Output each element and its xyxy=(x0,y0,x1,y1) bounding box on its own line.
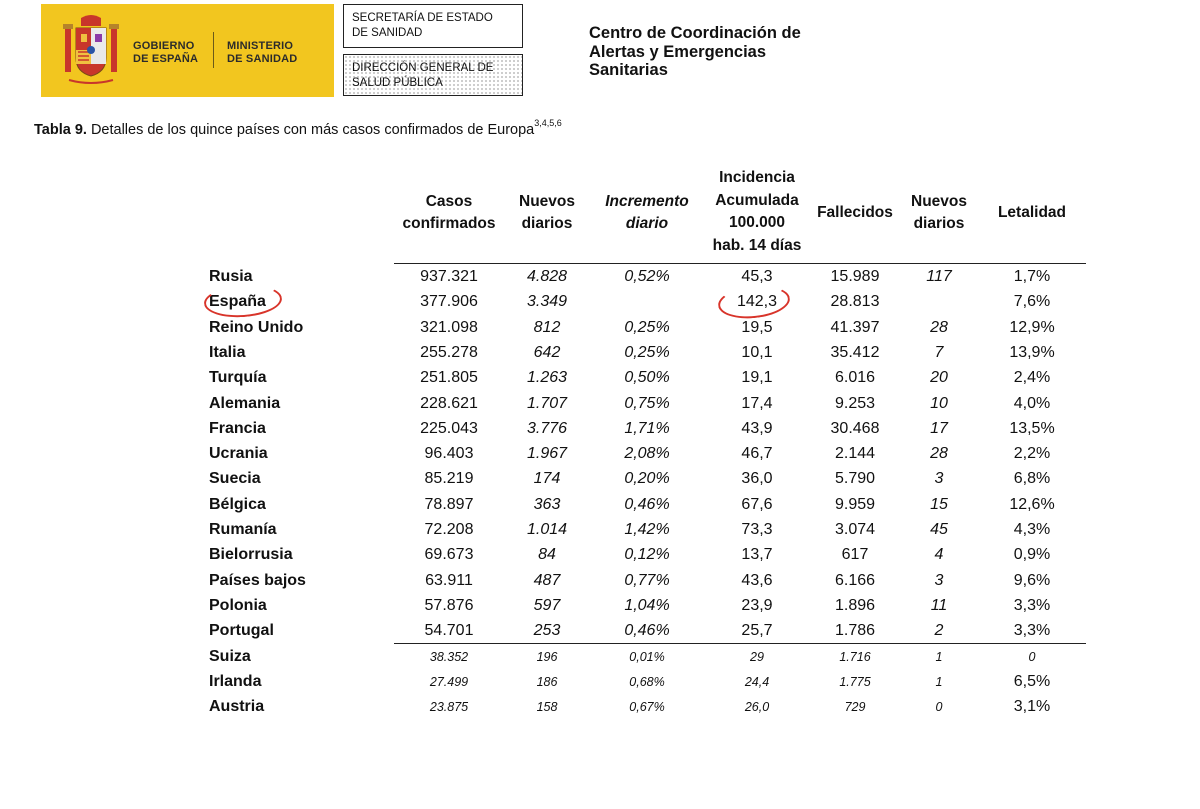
table-cell: 54.701 xyxy=(424,622,474,640)
ministry-line-1: MINISTERIO xyxy=(227,40,294,52)
table-cell: 24,4 xyxy=(744,674,770,689)
table-cell: 28 xyxy=(930,318,948,336)
table-cell: 23,9 xyxy=(741,596,773,614)
country-label: Italia xyxy=(209,343,246,361)
table-cell: 1.707 xyxy=(526,394,568,412)
table-cell: 1.775 xyxy=(839,674,871,689)
table-cell: 2,08% xyxy=(624,445,670,463)
table-cell: 251.805 xyxy=(420,369,478,387)
table-cell: 0,75% xyxy=(624,394,670,412)
table-cell: 15.989 xyxy=(830,268,880,285)
table-cell: 1,04% xyxy=(624,596,670,614)
table-cell: 9,6% xyxy=(1013,571,1051,589)
table-cell: 937.321 xyxy=(420,268,478,285)
table-cell: 0,25% xyxy=(624,318,670,336)
table-cell: 617 xyxy=(841,546,869,564)
table-cell: 1.716 xyxy=(839,649,871,664)
country-label: Suecia xyxy=(209,470,261,488)
table-cell: 13,5% xyxy=(1009,419,1055,437)
ministry-label xyxy=(227,40,297,66)
table-cell: 2,4% xyxy=(1013,369,1051,387)
table-cell: 1.967 xyxy=(526,445,568,463)
center-title xyxy=(589,24,801,80)
gov-line-1: GOBIERNO xyxy=(133,40,195,52)
header-casos-confirmados xyxy=(389,191,509,236)
table-cell: 43,6 xyxy=(741,571,773,589)
table-cell: 3,3% xyxy=(1013,596,1051,614)
table-cell: 3.349 xyxy=(526,293,568,311)
center-title-line-3: Sanitarias xyxy=(589,61,668,79)
caption-superscript: 3,4,5,6 xyxy=(534,118,562,128)
table-cell: 17,4 xyxy=(741,394,773,412)
table-cell: 63.911 xyxy=(425,571,473,589)
table-cell: 0,20% xyxy=(624,470,670,488)
table-cell: 0,12% xyxy=(624,546,670,564)
directorate-line-1: DIRECCIÓN GENERAL DE xyxy=(352,62,494,74)
table-cell: 15 xyxy=(930,495,948,513)
table-caption xyxy=(34,120,562,138)
table-cell: 363 xyxy=(533,495,561,513)
table-cell: 225.043 xyxy=(420,419,478,437)
table-cell: 7,6% xyxy=(1013,293,1051,311)
table-cell: 1.786 xyxy=(834,622,876,640)
header-line: diarios xyxy=(521,215,573,232)
table-cell: 19,1 xyxy=(741,369,773,387)
logo-divider xyxy=(213,32,214,68)
country-label: Alemania xyxy=(209,394,281,412)
table-cell: 35.412 xyxy=(830,343,880,361)
header-nuevos-diarios-fallecidos xyxy=(904,191,974,236)
table-cell: 38.352 xyxy=(429,649,469,664)
table-cell: 1.263 xyxy=(526,369,568,387)
table-cell: 67,6 xyxy=(741,495,773,513)
table-cell: 228.621 xyxy=(420,394,478,412)
header-line: Casos xyxy=(425,192,473,210)
table-cell: 0,9% xyxy=(1013,546,1051,564)
header-line: hab. 14 días xyxy=(712,236,802,254)
table-cell: 25,7 xyxy=(741,622,773,640)
table-cell: 196 xyxy=(536,649,558,664)
directorate-box xyxy=(343,54,523,96)
annotation-circle-espana xyxy=(203,282,283,319)
center-title-line-2: Alertas y Emergencias xyxy=(589,42,767,61)
country-label: Francia xyxy=(209,419,266,437)
table-cell: 1 xyxy=(935,649,943,664)
country-label: Turquía xyxy=(209,369,267,387)
table-cell: 117 xyxy=(926,268,952,285)
header-line: Nuevos xyxy=(911,192,967,210)
table-cell: 36,0 xyxy=(741,470,773,488)
header-line: Nuevos xyxy=(519,192,575,210)
table-cell: 0,25% xyxy=(624,343,670,361)
table-cell: 0 xyxy=(1028,649,1036,664)
table-cell: 5.790 xyxy=(834,470,876,488)
table-cell: 13,7 xyxy=(741,546,773,564)
table-cell: 3 xyxy=(934,470,944,488)
header-line: Incremento xyxy=(605,192,689,210)
table-cell: 0,67% xyxy=(629,700,665,715)
header-nuevos-diarios-casos xyxy=(502,191,592,236)
coat-of-arms-icon xyxy=(61,14,121,86)
table-top-rule xyxy=(394,263,1086,264)
table-bottom-rule xyxy=(394,643,1086,644)
header-incidencia-acumulada xyxy=(697,167,817,257)
gov-line-2: DE ESPAÑA xyxy=(133,53,199,65)
table-cell: 4,0% xyxy=(1013,394,1051,412)
table-cell: 28 xyxy=(930,445,948,463)
table-cell: 0,46% xyxy=(624,495,670,513)
table-cell: 4,3% xyxy=(1013,521,1051,538)
country-label: Ucrania xyxy=(209,445,268,463)
country-label: Bélgica xyxy=(209,495,266,513)
table-cell: 597 xyxy=(533,596,561,614)
table-cell: 19,5 xyxy=(741,318,773,336)
country-label: Austria xyxy=(209,698,265,716)
secretariat-line-1: SECRETARÍA DE ESTADO xyxy=(352,12,493,24)
table-cell: 23.875 xyxy=(429,700,469,715)
table-cell: 6,8% xyxy=(1013,470,1051,488)
table-cell: 4 xyxy=(934,546,944,564)
table-cell: 7 xyxy=(934,343,944,361)
center-title-line-1: Centro de Coordinación de xyxy=(589,24,801,42)
table-cell: 253 xyxy=(533,622,561,640)
table-cell: 255.278 xyxy=(420,343,478,361)
caption-label: Tabla 9. xyxy=(34,121,87,138)
table-cell: 174 xyxy=(533,470,561,488)
table-cell: 27.499 xyxy=(429,674,469,689)
table-cell: 0,50% xyxy=(624,369,670,387)
table-cell: 186 xyxy=(536,674,558,689)
table-cell: 3.776 xyxy=(526,419,568,437)
header-line: Letalidad xyxy=(997,203,1067,221)
table-cell: 142,3 xyxy=(736,293,778,311)
table-cell: 3.074 xyxy=(834,521,876,538)
table-cell: 84 xyxy=(538,546,556,564)
ministry-line-2: DE SANIDAD xyxy=(227,53,298,65)
table-cell: 642 xyxy=(533,343,561,361)
table-cell: 3,1% xyxy=(1013,698,1051,716)
table-cell: 69.673 xyxy=(424,546,474,564)
table-cell: 73,3 xyxy=(741,521,773,538)
country-label: Rumanía xyxy=(209,521,277,538)
table-cell: 72.208 xyxy=(424,521,474,538)
table-cell: 0,01% xyxy=(629,649,665,664)
table-cell: 78.897 xyxy=(424,495,474,513)
caption-text: Detalles de los quince países con más casos confirmados de Europa xyxy=(86,121,535,138)
header-line: Fallecidos xyxy=(817,203,893,221)
header-line: Acumulada xyxy=(715,191,799,209)
table-cell: 729 xyxy=(844,700,866,715)
table-cell: 96.403 xyxy=(424,445,474,463)
table-cell: 377.906 xyxy=(420,293,478,311)
table-cell: 1,42% xyxy=(624,521,670,538)
table-cell: 0 xyxy=(935,700,943,715)
table-cell: 2,2% xyxy=(1013,445,1051,463)
table-cell: 45,3 xyxy=(741,268,773,285)
country-label: Países bajos xyxy=(209,571,306,589)
table-cell: 2.144 xyxy=(834,445,876,463)
table-cell: 321.098 xyxy=(420,318,478,336)
table-cell: 0,77% xyxy=(624,571,670,589)
table-cell: 45 xyxy=(930,521,948,538)
table-cell: 46,7 xyxy=(741,445,773,463)
table-cell: 57.876 xyxy=(424,596,474,614)
table-cell: 3 xyxy=(934,571,944,589)
country-label: España xyxy=(209,293,266,311)
country-label: Bielorrusia xyxy=(209,546,293,564)
country-label: Portugal xyxy=(209,622,274,640)
table-cell: 0,68% xyxy=(629,674,665,689)
directorate-line-2: SALUD PÚBLICA xyxy=(352,77,443,89)
government-label xyxy=(133,40,198,66)
table-cell: 13,9% xyxy=(1009,343,1055,361)
table-cell: 10,1 xyxy=(741,343,773,361)
header-line: confirmados xyxy=(402,215,496,232)
table-cell: 12,9% xyxy=(1009,318,1055,336)
table-cell: 487 xyxy=(533,571,561,589)
table-cell: 3,3% xyxy=(1013,622,1051,640)
table-cell: 0,46% xyxy=(624,622,670,640)
table-cell: 41.397 xyxy=(830,318,880,336)
table-cell: 1,71% xyxy=(624,419,670,437)
country-label: Rusia xyxy=(209,268,253,285)
country-label: Reino Unido xyxy=(209,318,304,336)
table-cell: 4.828 xyxy=(526,268,568,285)
table-cell: 10 xyxy=(930,394,948,412)
table-cell: 1 xyxy=(935,674,943,689)
table-cell: 28.813 xyxy=(830,293,880,311)
table-cell: 85.219 xyxy=(424,470,474,488)
table-cell: 1.014 xyxy=(526,521,568,538)
header-line: Incidencia xyxy=(719,169,795,186)
country-label: Irlanda xyxy=(209,672,262,690)
country-label: Suiza xyxy=(209,647,251,665)
table-cell: 2 xyxy=(934,622,944,640)
table-cell: 30.468 xyxy=(830,419,880,437)
table-cell: 11 xyxy=(930,596,948,614)
table-cell: 6,5% xyxy=(1013,672,1051,690)
table-cell: 6.166 xyxy=(834,571,876,589)
table-cell: 12,6% xyxy=(1009,495,1055,513)
table-cell: 0,52% xyxy=(624,268,670,285)
header-incremento-diario xyxy=(592,191,702,236)
table-cell: 6.016 xyxy=(834,369,876,387)
annotation-circle-incidence xyxy=(717,282,792,321)
table-cell: 17 xyxy=(930,419,948,437)
table-cell: 20 xyxy=(930,369,948,387)
table-cell: 43,9 xyxy=(741,419,773,437)
country-label: Polonia xyxy=(209,596,267,614)
table-cell: 1,7% xyxy=(1013,268,1051,285)
header-letalidad xyxy=(987,202,1077,225)
table-cell: 26,0 xyxy=(744,700,770,715)
table-cell: 9.959 xyxy=(834,495,876,513)
secretariat-line-2: DE SANIDAD xyxy=(352,27,423,39)
table-cell: 9.253 xyxy=(834,394,876,412)
table-cell: 812 xyxy=(533,318,561,336)
header-line: 100.000 xyxy=(728,214,786,231)
header-line: diario xyxy=(625,215,669,232)
table-cell: 29 xyxy=(750,649,764,664)
secretariat-box xyxy=(343,4,523,48)
header-line: diarios xyxy=(913,215,965,232)
table-cell: 158 xyxy=(536,700,558,715)
table-cell: 1.896 xyxy=(834,596,876,614)
header-fallecidos xyxy=(805,202,905,225)
government-logo-band xyxy=(41,4,334,97)
